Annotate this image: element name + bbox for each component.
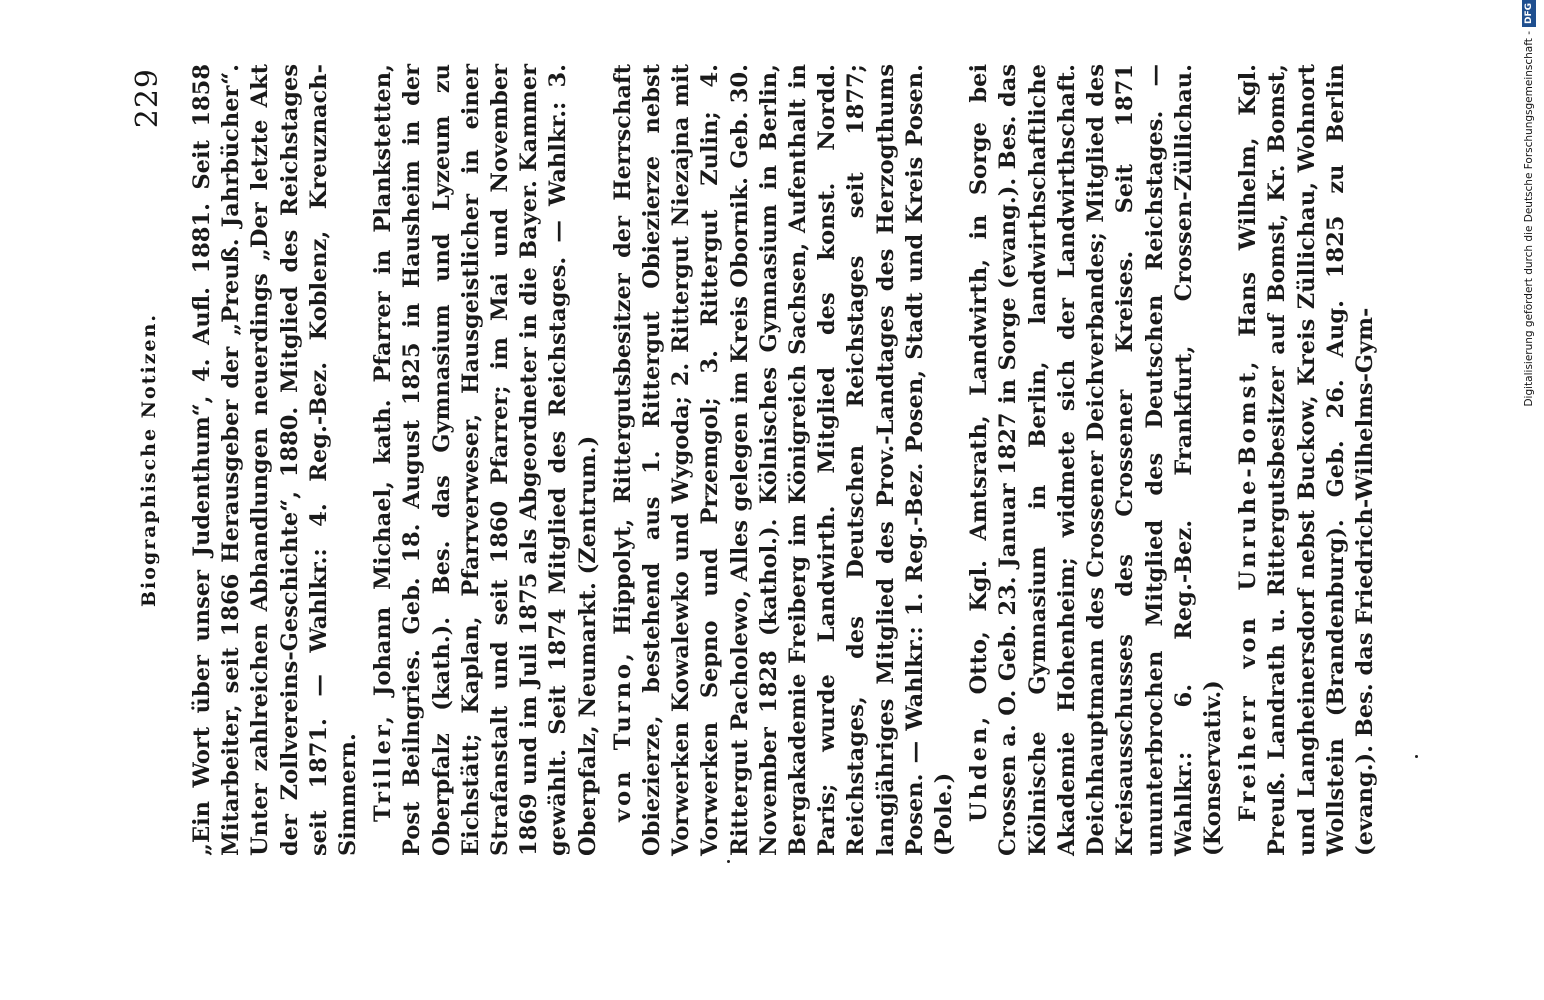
paragraph-text: „Ein Wort über unser Judenthum“, 4. Aufl. 1881. Seit 1858 Mitarbeiter, seit 1866 Herausgeber der „Preuß. Jahrbücher“. Unter zahlreichen Abhandlungen neuerdings „Der letzte Akt der Zollvereins-Geschichte“, 1880. Mitglied des Reichstages seit 1871. — Wahlkr.: 4. Reg.-Bez. Koblenz, Kreuznach-Simmern. [189,64,362,856]
paragraph-text: Johann Michael, kath. Pfarrer in Plankstetten, Post Beilngries. Geb. 18. August 1825 in Hausheim in der Oberpfalz (kath.). Bes. das Gymnasium und Lyzeum zu Eichstätt; Kaplan, Pfarrverweser, Hausgeistlicher in einer Strafanstalt und seit 1860 Pfarrer; im Mai und November 1869 und im Juli 1875 als Abgeordneter in die Bayer. Kammer gewählt. Seit 1874 Mitglied des Reichstages. — Wahlkr.: 3. Oberpfalz, Neumarkt. (Zentrum.) [370,64,601,856]
entry-name: Uhden, [966,713,993,822]
paragraph-text: Hans Wilhelm, Kgl. Preuß. Landrath u. Rittergutsbesitzer auf Bomst, Kr. Bomst, und Langheinersdorf nebst Buckow, Kreis Züllichau, Wohnort Wollstein (Brandenburg). Geb. 26. Aug. 1825 zu Berlin (evang.). Bes. das Friedrich-Wilhelms-Gym- [1235,64,1378,856]
entry-name: Triller, [370,713,397,822]
paragraph-triller [369,64,603,856]
digitisation-credit [1514,0,1544,407]
paragraph-judenthum-continuation [188,64,363,856]
page-number: 229 [130,68,165,129]
scanned-page [130,50,1420,870]
paragraph-unruhe-bomst [1234,64,1380,856]
running-head: Biographische Notizen. [138,313,160,607]
scan-speck [727,860,730,863]
entry-name: Freiherr von Unruhe-Bomst, [1235,358,1262,822]
digitisation-credit-rotated [1516,0,1542,407]
paragraph-text: Hippolyt, Rittergutsbesitzer der Herrschaft Obiezierze, bestehend aus 1. Rittergut Obiezierze nebst Vorwerken Kowalewko und Wygoda; 2. Rittergut Niezajna mit Vorwerken Sepno und Przemgol; 3. Rittergut Zulin; 4. Rittergut Pacholewo, Alles gelegen im Kreis Obornik. Geb. 30. November 1828 (kathol.). Kölnisches Gymnasium in Berlin, Bergakademie Freiberg im Königreich Sachsen, Aufenthalt in Paris; wurde Landwirth. Mitglied des konst. Nordd. Reichstages, des Deutschen Reichstages seit 1877; langjähriges Mitglied des Prov.-Landtages des Herzogthums Posen. — Wahlkr.: 1. Reg.-Bez. Posen, Stadt und Kreis Posen. (Pole.) [609,64,958,856]
paragraph-uhden [965,64,1228,856]
credit-text: Digitalisierung gefördert durch die Deutsche Forschungsgemeinschaft - [1523,31,1535,407]
entry-name: von Turno, [609,650,636,822]
page-content-rotated [130,50,1420,870]
dfg-logo: DFG [1522,0,1536,27]
paragraph-von-turno [609,64,959,856]
body-text [188,50,1380,870]
page-header [130,50,188,870]
paragraph-text: Otto, Kgl. Amtsrath, Landwirth, in Sorge bei Crossen a. O. Geb. 23. Januar 1827 in Sorge (evang.). Bes. das Kölnische Gymnasium in Berlin, landwirthschaftliche Akademie Hohenheim; widmete sich der Landwirthschaft. Deichhauptmann des Crossener Deichverbandes; Mitglied des Kreisausschusses des Crossener Kreises. Seit 1871 ununterbrochen Mitglied des Deutschen Reichstages. — Wahlkr.: 6. Reg.-Bez. Frankfurt, Crossen-Züllichau. (Konservativ.) [966,64,1226,856]
scan-speck [1415,755,1418,758]
